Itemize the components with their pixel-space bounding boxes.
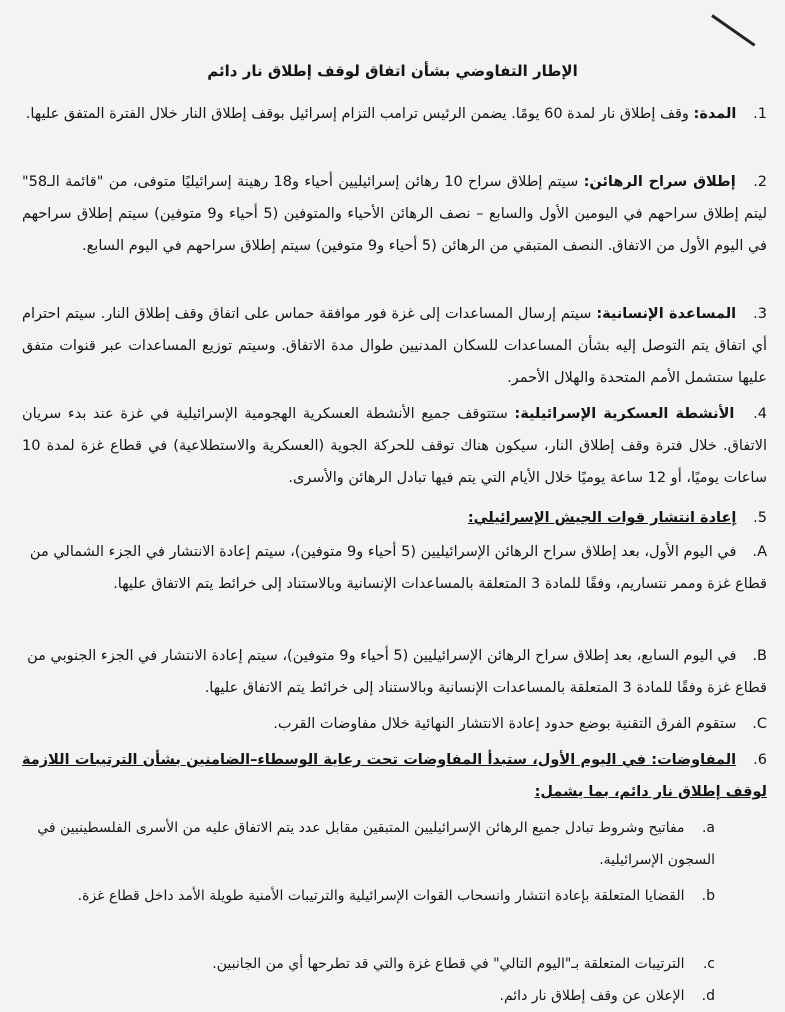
pen-mark (711, 14, 755, 46)
clause-6-a: a. مفاتيح وشروط تبادل جميع الرهائن الإسرائيليين المتبقين مقابل عدد يتم الاتفاق عليه من الأسرى الفلسطينيين في السجون الإسرائيلية. (37, 820, 715, 868)
clause-6-b: b. القضايا المتعلقة بإعادة انتشار وانسحاب القوات الإسرائيلية والترتيبات الأمنية طويلة الأمد داخل قطاع غزة. (77, 888, 715, 904)
clause-5-c: C. ستقوم الفرق التقنية بوضع حدود إعادة الانتشار النهائية خلال مفاوضات القرب. (273, 716, 767, 732)
clause-6-d: d. الإعلان عن وقف إطلاق نار دائم. (499, 988, 715, 1004)
clause-5-a: A. في اليوم الأول، بعد إطلاق سراح الرهائن الإسرائيليين (5 أحياء و9 متوفين)، سيتم إعادة الانتشار في الجزء الشمالي من قطاع غزة وممر نتساريم، وفقًا للمادة 3 المتعلقة بالمساعدات الإنسانية وبالاستناد إلى خرائط يتم الاتفاق عليها. (29, 544, 767, 592)
clause-4: 4. الأنشطة العسكرية الإسرائيلية: ستتوقف جميع الأنشطة العسكرية الهجومية الإسرائيلية في غزة عند بدء سريان الاتفاق. خلال فترة وقف إطلاق النار، سيكون هناك توقف للحركة الجوية (العسكرية والاستطلاعية) في قطاع غزة لمدة 10 ساعات يوميًا، أو 12 ساعة يوميًا خلال الأيام التي يتم فيها تبادل الرهائن والأسرى. (22, 406, 767, 486)
clause-3: 3. المساعدة الإنسانية: سيتم إرسال المساعدات إلى غزة فور موافقة حماس على اتفاق وقف إطلاق النار. سيتم احترام أي اتفاق يتم التوصل إليه بشأن المساعدات للسكان المدنيين طوال مدة الاتفاق. وسيتم توزيع المساعدات عبر قنوات متفق عليها ستشمل الأمم المتحدة والهلال الأحمر. (22, 306, 768, 386)
clause-1: 1. المدة: وقف إطلاق نار لمدة 60 يومًا. يضمن الرئيس ترامب التزام إسرائيل بوقف إطلاق النار خلال الفترة المتفق عليها. (25, 106, 767, 122)
clause-2: 2. إطلاق سراح الرهائن: سيتم إطلاق سراح 10 رهائن إسرائيليين أحياء و18 رهينة إسرائيليًا متوفى، من "قائمة الـ58" ليتم إطلاق سراحهم في اليومين الأول والسابع – نصف الرهائن الأحياء والمتوفين (5 أحياء و9 متوفين) سيتم إطلاق سراحهم في اليوم الأول من الاتفاق. النصف المتبقي من الرهائن (5 أحياء و9 متوفين) سيتم إطلاق سراحهم في اليوم السابع. (22, 174, 768, 254)
clause-5: 5. إعادة انتشار قوات الجيش الإسرائيلي: (467, 510, 767, 526)
clause-5-b: B. في اليوم السابع، بعد إطلاق سراح الرهائن الإسرائيليين (5 أحياء و9 متوفين)، سيتم إعادة الانتشار في الجزء الجنوبي من قطاع غزة وفقًا للمادة 3 المتعلقة بالمساعدات الإنسانية وبالاستناد إلى خرائط يتم الاتفاق عليها. (27, 648, 767, 696)
clause-6-c: c. الترتيبات المتعلقة بـ"اليوم التالي" في قطاع غزة والتي قد تطرحها أي من الجانبين. (212, 956, 715, 972)
document-title: الإطار التفاوضي بشأن اتفاق لوقف إطلاق نار دائم (207, 62, 578, 80)
clause-6: 6. المفاوضات: في اليوم الأول، ستبدأ المفاوضات تحت رعاية الوسطاء–الضامنين بشأن الترتيبات اللازمة لوقف إطلاق نار دائم، بما يشمل: (22, 752, 768, 800)
